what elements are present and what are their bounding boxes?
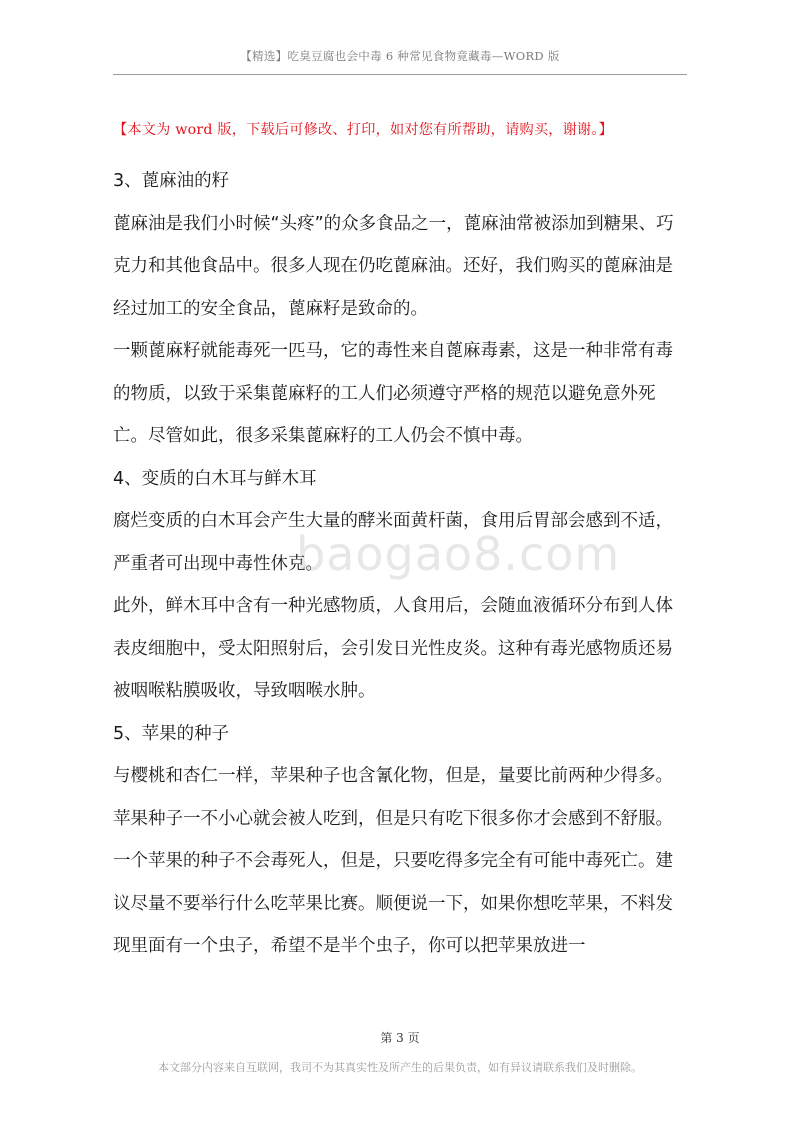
paragraph: 与樱桃和杏仁一样，苹果种子也含氰化物，但是，量要比前两种少得多。苹果种子一不小心就会被人吃到，但是只有吃下很多你才会感到不舒服。 (113, 766, 673, 829)
section-heading: 5、苹果的种子 (113, 723, 230, 744)
document-body (113, 160, 689, 968)
paragraph: 一个苹果的种子不会毒死人，但是，只要吃得多完全有可能中毒死亡。建议尽量不要举行什么吃苹果比赛。顺便说一下，如果你想吃苹果，不料发现里面有一个虫子，希望不是半个虫子，你可以把苹果放进一 (113, 851, 673, 956)
page-footer-disclaimer: 本文部分内容来自互联网，我司不为其真实性及所产生的后果负责，如有异议请联系我们及时删除。 (158, 1061, 642, 1074)
section-heading: 4、变质的白木耳与鲜木耳 (113, 468, 317, 489)
paragraph: 蓖麻油是我们小时候“头疼”的众多食品之一，蓖麻油常被添加到糖果、巧克力和其他食品中。很多人现在仍吃蓖麻油。还好，我们购买的蓖麻油是经过加工的安全食品，蓖麻籽是致命的。 (113, 213, 674, 319)
page-number: 第 3 页 (380, 1031, 420, 1045)
header-divider (113, 74, 687, 75)
watermark: baogao8.com (296, 527, 621, 581)
download-notice: 【本文为 word 版，下载后可修改、打印，如对您有所帮助，请购买，谢谢。】 (113, 122, 614, 138)
paragraph: 此外，鲜木耳中含有一种光感物质，人食用后，会随血液循环分布到人体表皮细胞中，受太阳照射后，会引发日光性皮炎。这种有毒光感物质还易被咽喉粘膜吸收，导致咽喉水肿。 (113, 596, 673, 701)
paragraph: 一颗蓖麻籽就能毒死一匹马，它的毒性来自蓖麻毒素，这是一种非常有毒的物质，以致于采集蓖麻籽的工人们必须遵守严格的规范以避免意外死亡。尽管如此，很多采集蓖麻籽的工人仍会不慎中毒。 (113, 341, 673, 446)
page-header-title: 【精选】吃臭豆腐也会中毒 6 种常见食物竟藏毒—WORD 版 (240, 49, 560, 63)
section-heading: 3、蓖麻油的籽 (113, 171, 230, 191)
paragraph: 腐烂变质的白木耳会产生大量的酵米面黄杆菌，食用后胃部会感到不适，严重者可出现中毒性休克。 (113, 511, 673, 574)
